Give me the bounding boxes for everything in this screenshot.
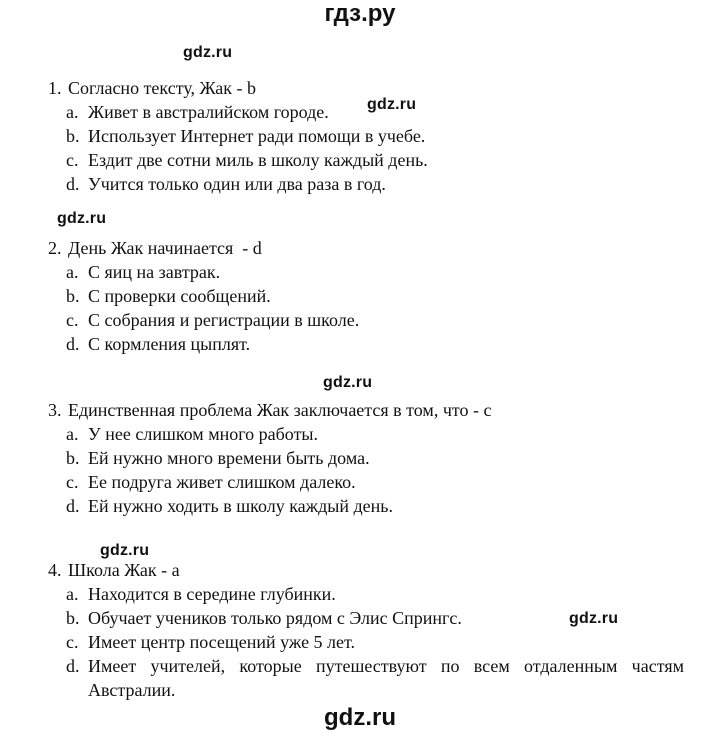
option-text: С кормления цыплят. xyxy=(88,334,251,354)
watermark: gdz.ru xyxy=(100,542,150,559)
watermark: gdz.ru xyxy=(367,96,417,113)
option-text: Имеет учителей, которые путешествуют по всем отдаленным частям Австралии. xyxy=(88,656,684,700)
option-text: Ей нужно ходить в школу каждый день. xyxy=(88,496,393,516)
option-text: Ездит две сотни миль в школу каждый день. xyxy=(88,150,428,170)
question-text: Согласно тексту, Жак - b xyxy=(68,78,256,98)
option-text: С собрания и регистрации в школе. xyxy=(88,310,360,330)
option-text: Обучает учеников только рядом с Элис Спрингс. xyxy=(88,608,462,628)
option-text: Учится только один или два раза в год. xyxy=(88,174,386,194)
option-letter: c. xyxy=(66,632,79,652)
option-text: Живет в австралийском городе. xyxy=(88,102,329,122)
option-letter: d. xyxy=(66,496,80,516)
option-letter: b. xyxy=(66,608,80,628)
question-text: Школа Жак - a xyxy=(68,560,180,580)
question-number: 1. xyxy=(48,78,62,98)
option-text: С яиц на завтрак. xyxy=(88,262,221,282)
option-letter: d. xyxy=(66,174,80,194)
footer-watermark: gdz.ru xyxy=(324,704,396,731)
option-text: Находится в середине глубинки. xyxy=(88,584,336,604)
option-text: Имеет центр посещений уже 5 лет. xyxy=(88,632,356,652)
question-number: 3. xyxy=(48,400,62,420)
option-text: Ее подруга живет слишком далеко. xyxy=(88,472,356,492)
option-text: Ей нужно много времени быть дома. xyxy=(88,448,370,468)
site-title: гдз.ру xyxy=(324,0,396,27)
option-letter: c. xyxy=(66,310,79,330)
option-letter: c. xyxy=(66,150,79,170)
option-letter: d. xyxy=(66,656,80,676)
option-letter: a. xyxy=(66,102,79,122)
option-letter: d. xyxy=(66,334,80,354)
option-letter: a. xyxy=(66,262,79,282)
option-letter: b. xyxy=(66,286,80,306)
question-number: 2. xyxy=(48,238,62,258)
watermark: gdz.ru xyxy=(183,44,233,61)
option-letter: a. xyxy=(66,584,79,604)
watermark: gdz.ru xyxy=(569,610,619,627)
option-text: С проверки сообщений. xyxy=(88,286,271,306)
option-text: Использует Интернет ради помощи в учебе. xyxy=(88,126,426,146)
option-text: У нее слишком много работы. xyxy=(88,424,319,444)
option-letter: a. xyxy=(66,424,79,444)
question-text: День Жак начинается - d xyxy=(68,238,262,258)
question-number: 4. xyxy=(48,560,62,580)
watermark: gdz.ru xyxy=(57,210,107,227)
option-letter: b. xyxy=(66,448,80,468)
option-letter: b. xyxy=(66,126,80,146)
option-letter: c. xyxy=(66,472,79,492)
question-text: Единственная проблема Жак заключается в том, что - c xyxy=(68,400,492,420)
watermark: gdz.ru xyxy=(323,374,373,391)
